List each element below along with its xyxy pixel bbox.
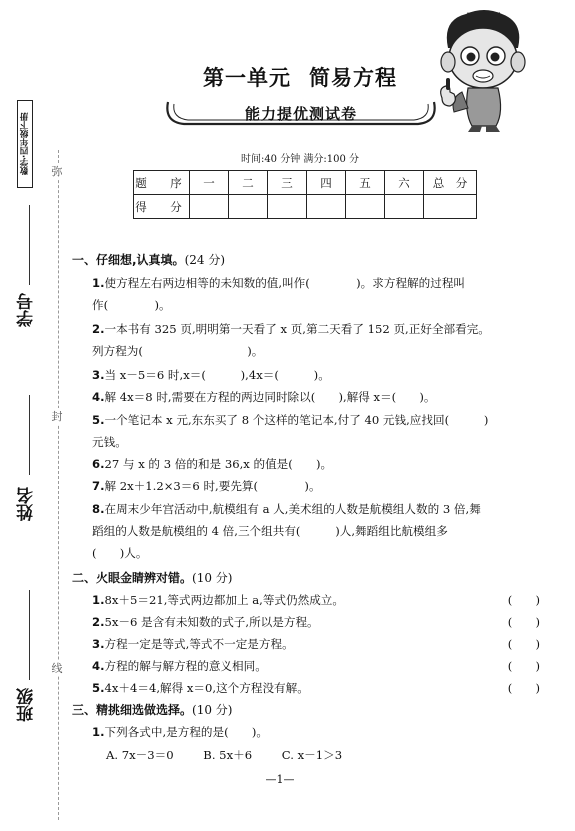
question-number: 8. bbox=[92, 502, 105, 516]
question bbox=[92, 318, 544, 362]
question-text: 解 4x＝8 时,需要在方程的两边同时除以( ),解得 x＝( )。 bbox=[104, 390, 436, 404]
score-cell[interactable] bbox=[268, 195, 307, 219]
question bbox=[92, 677, 544, 699]
option-c[interactable]: C. x－1＞3 bbox=[281, 748, 343, 762]
score-header-cell: 五 bbox=[346, 171, 385, 195]
subtitle: 能力提优测试卷 bbox=[244, 105, 357, 123]
seal-line bbox=[58, 150, 59, 820]
question-number: 4. bbox=[92, 659, 105, 673]
question-text: 方程的解与解方程的意义相同。 bbox=[104, 659, 267, 673]
question-number: 3. bbox=[92, 368, 105, 382]
question-text: 使方程左右两边相等的未知数的值,叫作( )。求方程解的过程叫 bbox=[104, 276, 466, 290]
score-table-score-row bbox=[134, 195, 477, 219]
section-points: (10 分) bbox=[192, 703, 233, 717]
answer-paren[interactable]: ( ) bbox=[507, 637, 540, 651]
name-label: 姓名 bbox=[17, 487, 37, 521]
question bbox=[92, 611, 544, 633]
score-table bbox=[133, 170, 477, 219]
question-text: 一本书有 325 页,明明第一天看了 x 页,第二天看了 152 页,正好全部看完。 bbox=[104, 322, 490, 336]
score-header-cell: 总 分 bbox=[424, 171, 477, 195]
question-number: 1. bbox=[92, 593, 105, 607]
question-text: 作( )。 bbox=[92, 298, 171, 312]
question-text: 列方程为( )。 bbox=[92, 344, 264, 358]
score-cell[interactable] bbox=[229, 195, 268, 219]
section-title-text: 三、精挑细选做选择。 bbox=[72, 703, 193, 717]
question-number: 1. bbox=[92, 276, 105, 290]
question-text: 方程一定是等式,等式不一定是方程。 bbox=[104, 637, 294, 651]
question bbox=[92, 633, 544, 655]
question bbox=[92, 409, 544, 453]
class-blank[interactable] bbox=[29, 590, 30, 680]
question bbox=[92, 475, 544, 497]
section-title-text: 一、仔细想,认真填。 bbox=[72, 253, 185, 267]
question-text: 8x＋5＝21,等式两边都加上 a,等式仍然成立。 bbox=[104, 593, 344, 607]
score-header-cell: 题 序 bbox=[134, 171, 190, 195]
answer-paren[interactable]: ( ) bbox=[507, 681, 540, 695]
section-points: (10 分) bbox=[192, 571, 233, 585]
page-number: —1— bbox=[265, 773, 295, 786]
section-title bbox=[72, 569, 232, 586]
name-blank[interactable] bbox=[29, 395, 30, 475]
section-title bbox=[72, 251, 225, 268]
question-text: 一个笔记本 x 元,东东买了 8 个这样的笔记本,付了 40 元钱,应找回( ) bbox=[104, 413, 489, 427]
topic-label: 简易方程 bbox=[309, 66, 397, 90]
choice-options bbox=[106, 747, 368, 763]
page-title bbox=[200, 62, 400, 92]
seal-mark-feng: 封 bbox=[49, 408, 65, 424]
score-cell[interactable] bbox=[307, 195, 346, 219]
question bbox=[92, 364, 544, 386]
score-cell[interactable] bbox=[385, 195, 424, 219]
question bbox=[92, 498, 544, 564]
question bbox=[92, 453, 544, 475]
question-number: 1. bbox=[92, 725, 105, 739]
score-header-cell: 六 bbox=[385, 171, 424, 195]
question bbox=[92, 721, 544, 743]
question bbox=[92, 589, 544, 611]
score-table-header-row bbox=[134, 171, 477, 195]
question bbox=[92, 272, 544, 316]
score-header-cell: 一 bbox=[190, 171, 229, 195]
student-id-blank[interactable] bbox=[29, 205, 30, 285]
score-header-cell: 四 bbox=[307, 171, 346, 195]
score-cell[interactable] bbox=[424, 195, 477, 219]
answer-paren[interactable]: ( ) bbox=[507, 659, 540, 673]
seal-mark-mi: 弥 bbox=[49, 163, 65, 179]
score-cell[interactable] bbox=[190, 195, 229, 219]
question bbox=[92, 386, 544, 408]
option-a[interactable]: A. 7x－3＝0 bbox=[106, 748, 174, 762]
section-points: (24 分) bbox=[184, 253, 226, 267]
question bbox=[92, 655, 544, 677]
question-number: 5. bbox=[92, 413, 105, 427]
class-label: 班级 bbox=[17, 688, 37, 722]
score-cell[interactable] bbox=[346, 195, 385, 219]
question-number: 5. bbox=[92, 681, 105, 695]
answer-paren[interactable]: ( ) bbox=[507, 593, 540, 607]
answer-paren[interactable]: ( ) bbox=[507, 615, 540, 629]
question-text: 4x＋4＝4,解得 x＝0,这个方程没有解。 bbox=[104, 681, 309, 695]
question-text: 5x－6 是含有未知数的式子,所以是方程。 bbox=[104, 615, 319, 629]
question-text: ( )人。 bbox=[92, 546, 148, 560]
score-row-label: 得 分 bbox=[134, 195, 190, 219]
question-text: 解 2x＋1.2×3＝6 时,要先算( )。 bbox=[104, 479, 321, 493]
section-title-text: 二、火眼金睛辨对错。 bbox=[72, 571, 193, 585]
seal-mark-xian: 线 bbox=[49, 660, 65, 676]
question-number: 2. bbox=[92, 322, 105, 336]
question-text: 当 x－5＝6 时,x＝( ),4x＝( )。 bbox=[104, 368, 330, 382]
question-text: 下列各式中,是方程的是( )。 bbox=[104, 725, 268, 739]
question-number: 3. bbox=[92, 637, 105, 651]
student-id-label: 学号 bbox=[17, 293, 37, 327]
exam-meta: 时间:40 分钟 满分:100 分 bbox=[240, 154, 360, 165]
question-text: 蹈组的人数是航模组的 4 倍,三个组共有( )人,舞蹈组比航模组多 bbox=[92, 524, 448, 538]
question-text: 27 与 x 的 3 倍的和是 36,x 的值是( )。 bbox=[104, 457, 333, 471]
unit-label: 第一单元 bbox=[203, 66, 291, 90]
question-number: 2. bbox=[92, 615, 105, 629]
question-text: 元钱。 bbox=[92, 435, 127, 449]
question-number: 7. bbox=[92, 479, 105, 493]
section-title bbox=[72, 701, 232, 718]
question-number: 4. bbox=[92, 390, 105, 404]
series-label: 数学·四年级下册 bbox=[17, 100, 33, 188]
question-number: 6. bbox=[92, 457, 105, 471]
mascot-illustration bbox=[428, 8, 538, 134]
question-text: 在周末少年宫活动中,航模组有 a 人,美术组的人数是航模组人数的 3 倍,舞 bbox=[104, 502, 481, 516]
score-header-cell: 二 bbox=[229, 171, 268, 195]
option-b[interactable]: B. 5x＋6 bbox=[203, 748, 253, 762]
score-header-cell: 三 bbox=[268, 171, 307, 195]
